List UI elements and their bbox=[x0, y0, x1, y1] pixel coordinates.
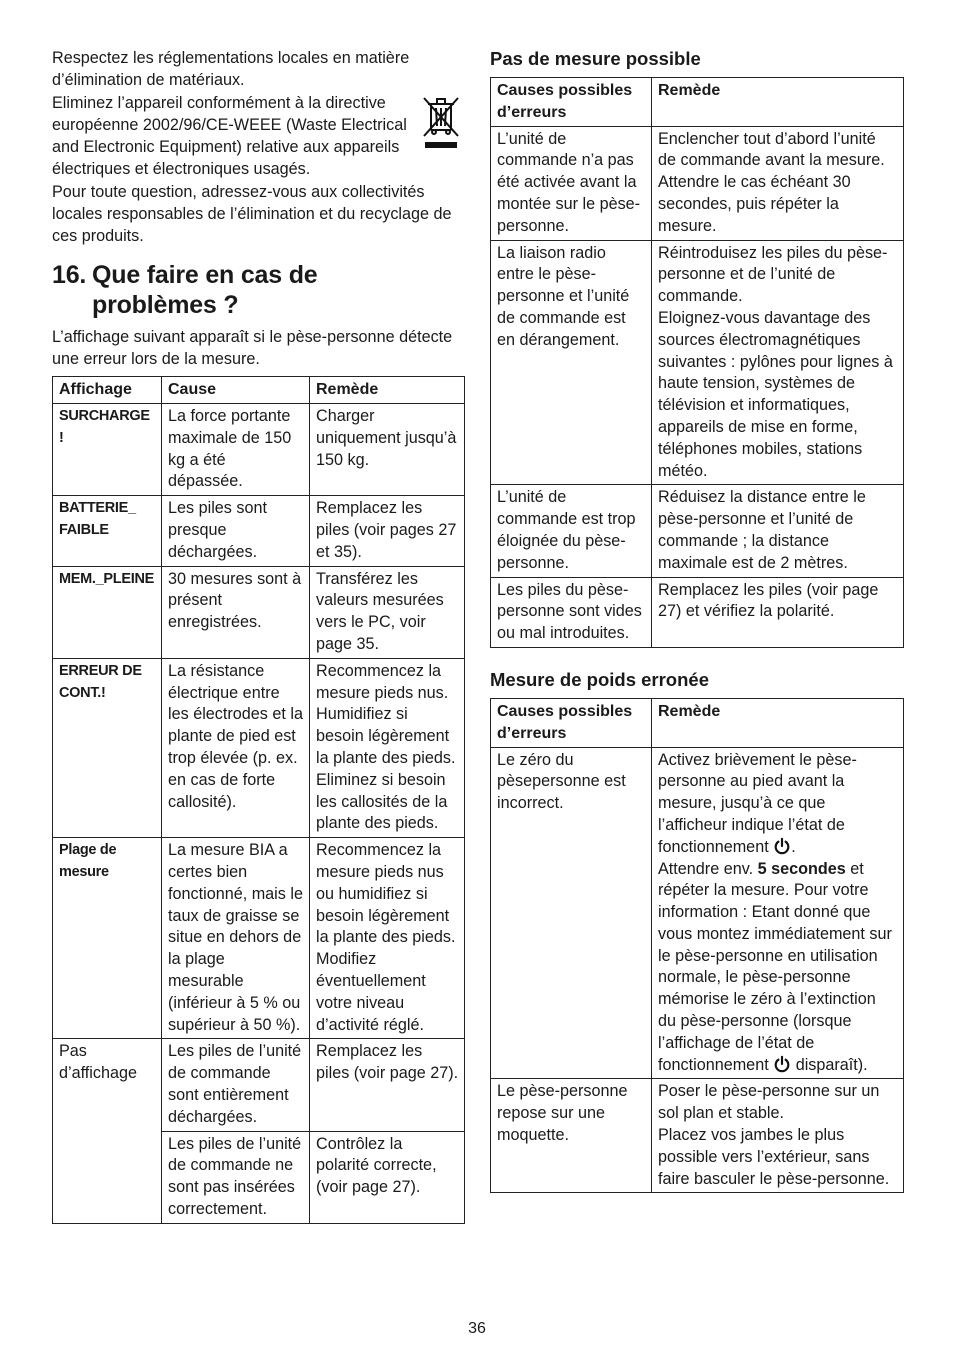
header-display: Affichage bbox=[53, 377, 162, 404]
cause-cell: La mesure BIA a certes bien fonctionné, mais le taux de graisse se situe en dehors de la plage mesurable (inférieur à 5 % ou supérieur à 50 %). bbox=[162, 838, 310, 1039]
table-row bbox=[491, 485, 904, 577]
table-row bbox=[53, 404, 465, 496]
section-intro: L’affichage suivant apparaît si le pèse-personne détecte une erreur lors de la mesure. bbox=[52, 327, 453, 368]
cause-cell: La liaison radio entre le pèse-personne et l’unité de commande est en dérangement. bbox=[491, 240, 652, 485]
cause-cell: La résistance électrique entre les électrodes et la plante de pied est trop élevée (p. ex. en cas de forte callosité). bbox=[162, 658, 310, 837]
section-title-line1: Que faire en cas de bbox=[92, 260, 318, 289]
wrong-weight-table bbox=[490, 698, 904, 1194]
table-row bbox=[491, 126, 904, 240]
remedy-cell: Remplacez les piles (voir page 27). bbox=[310, 1039, 465, 1131]
remedy-line bbox=[658, 859, 898, 1077]
remedy-text: Attendre env. bbox=[658, 859, 754, 878]
remedy-text: disparaît). bbox=[795, 1055, 868, 1074]
wrong-weight-heading: Mesure de poids erronée bbox=[490, 668, 709, 690]
remedy-bold-text: 5 secondes bbox=[757, 859, 846, 878]
table-row bbox=[53, 496, 465, 566]
remedy-line: Eloignez-vous davantage des sources électromagnétiques suivantes : pylônes pour lignes à haute tension, systèmes de télévision et informatiques, appareils de mise en forme, téléphones mobiles, stations météo. bbox=[658, 308, 893, 480]
remedy-cell: Enclencher tout d’abord l’unité de commande avant la mesure. Attendre le cas échéant 30 secondes, puis répéter la mesure. bbox=[652, 126, 904, 240]
remedy-cell: Réduisez la distance entre le pèse-personne et l’unité de commande ; la distance maximale est de 2 mètres. bbox=[652, 485, 904, 577]
remedy-cell: Charger uniquement jusqu’à 150 kg. bbox=[310, 404, 465, 496]
table-row bbox=[53, 838, 465, 1039]
remedy-cell bbox=[652, 747, 904, 1079]
cause-cell: L’unité de commande n’a pas été activée avant la montée sur le pèse-personne. bbox=[491, 126, 652, 240]
remedy-cell: Recommencez la mesure pieds nus. Humidifiez si besoin légèrement la plante des pieds. Eliminez si besoin les callosités de la plante des pieds. bbox=[310, 658, 465, 837]
disposal-text-1: Respectez les réglementations locales en matière d’élimination de matériaux. bbox=[52, 49, 410, 90]
cause-cell: Les piles de l’unité de commande sont entièrement déchargées. bbox=[162, 1039, 310, 1131]
display-code: ERREUR DE CONT.! bbox=[53, 658, 162, 837]
table-row bbox=[53, 658, 465, 837]
remedy-cell: Remplacez les piles (voir page 27) et vérifiez la polarité. bbox=[652, 577, 904, 647]
power-icon bbox=[773, 1055, 791, 1073]
cause-cell: Les piles sont presque déchargées. bbox=[162, 496, 310, 566]
cause-cell: Le pèse-personne repose sur une moquette. bbox=[491, 1079, 652, 1193]
cause-cell: L’unité de commande est trop éloignée du pèse-personne. bbox=[491, 485, 652, 577]
right-column bbox=[490, 47, 904, 1193]
remedy-text: et répéter la mesure. Pour votre information : Etant donné que vous montez immédiatement sur le pèse-personne en utilisation normale, le pèse-personne mémorise le zéro à l’extinction du pèse-personne (lorsque l’affichage de l’état de fonctionnement bbox=[658, 859, 892, 1074]
section-heading bbox=[52, 260, 465, 320]
power-icon bbox=[773, 837, 791, 855]
table-row bbox=[53, 566, 465, 658]
disposal-text-3: Pour toute question, adressez-vous aux collectivités locales responsables de l’élimination et du recyclage de ces produits. bbox=[52, 182, 452, 246]
remedy-cell: Transférez les valeurs mesurées vers le PC, voir page 35. bbox=[310, 566, 465, 658]
crossed-out-bin-icon bbox=[421, 94, 461, 150]
remedy-cell: Contrôlez la polarité correcte, (voir page 27). bbox=[310, 1131, 465, 1223]
cause-cell: Le zéro du pèsepersonne est incorrect. bbox=[491, 747, 652, 1079]
display-code: Plage de mesure bbox=[53, 838, 162, 1039]
no-measure-heading: Pas de mesure possible bbox=[490, 48, 701, 69]
remedy-cell bbox=[652, 1079, 904, 1193]
no-measure-table bbox=[490, 77, 904, 648]
cause-cell: 30 mesures sont à présent enregistrées. bbox=[162, 566, 310, 658]
display-error-table bbox=[52, 376, 465, 1223]
section-title-line2: problèmes ? bbox=[92, 290, 239, 319]
cause-cell: Les piles du pèse-personne sont vides ou mal introduites. bbox=[491, 577, 652, 647]
header-remedy: Remède bbox=[652, 698, 904, 747]
remedy-cell bbox=[652, 240, 904, 485]
remedy-cell: Remplacez les piles (voir pages 27 et 35). bbox=[310, 496, 465, 566]
remedy-text: . bbox=[791, 837, 796, 856]
table-row bbox=[53, 1039, 465, 1131]
display-code: BATTERIE_ FAIBLE bbox=[53, 496, 162, 566]
display-code: SURCHARGE ! bbox=[53, 404, 162, 496]
header-cause: Cause bbox=[162, 377, 310, 404]
remedy-line: Poser le pèse-personne sur un sol plan et stable. bbox=[658, 1082, 880, 1123]
table-row bbox=[491, 577, 904, 647]
cause-cell: La force portante maximale de 150 kg a été dépassée. bbox=[162, 404, 310, 496]
remedy-line: Placez vos jambes le plus possible vers l’extérieur, sans faire basculer le pèse-personne. bbox=[658, 1126, 890, 1188]
header-remedy: Remède bbox=[652, 78, 904, 127]
header-causes: Causes possibles d’erreurs bbox=[491, 78, 652, 127]
display-code: Pas d’affichage bbox=[53, 1039, 162, 1223]
left-column bbox=[52, 47, 465, 1224]
remedy-cell: Recommencez la mesure pieds nus ou humidifiez si besoin légèrement la plante des pieds. Modifiez éventuellement votre niveau d’activité réglé. bbox=[310, 838, 465, 1039]
display-code: MEM._PLEINE bbox=[53, 566, 162, 658]
table-row bbox=[491, 747, 904, 1079]
weee-block bbox=[52, 92, 465, 181]
disposal-text-2: Eliminez l’appareil conformément à la directive européenne 2002/96/CE-WEEE (Waste Electrical and Electronic Equipment) relative aux appareils électriques et électroniques usagés. bbox=[52, 93, 407, 179]
header-remedy: Remède bbox=[310, 377, 465, 404]
table-header-row bbox=[491, 78, 904, 127]
page-number: 36 bbox=[468, 1320, 486, 1337]
cause-cell: Les piles de l’unité de commande ne sont pas insérées correctement. bbox=[162, 1131, 310, 1223]
table-header-row bbox=[491, 698, 904, 747]
remedy-line: Réintroduisez les piles du pèse-personne et de l’unité de commande. bbox=[658, 243, 888, 306]
remedy-text: Activez brièvement le pèse-personne au pied avant la mesure, jusqu’à ce que l’afficheur indique l’état de fonctionnement bbox=[658, 750, 857, 856]
section-number: 16. bbox=[52, 260, 87, 289]
header-causes: Causes possibles d’erreurs bbox=[491, 698, 652, 747]
table-header-row bbox=[53, 377, 465, 404]
remedy-line bbox=[658, 750, 898, 859]
table-row bbox=[491, 1079, 904, 1193]
table-row bbox=[491, 240, 904, 485]
